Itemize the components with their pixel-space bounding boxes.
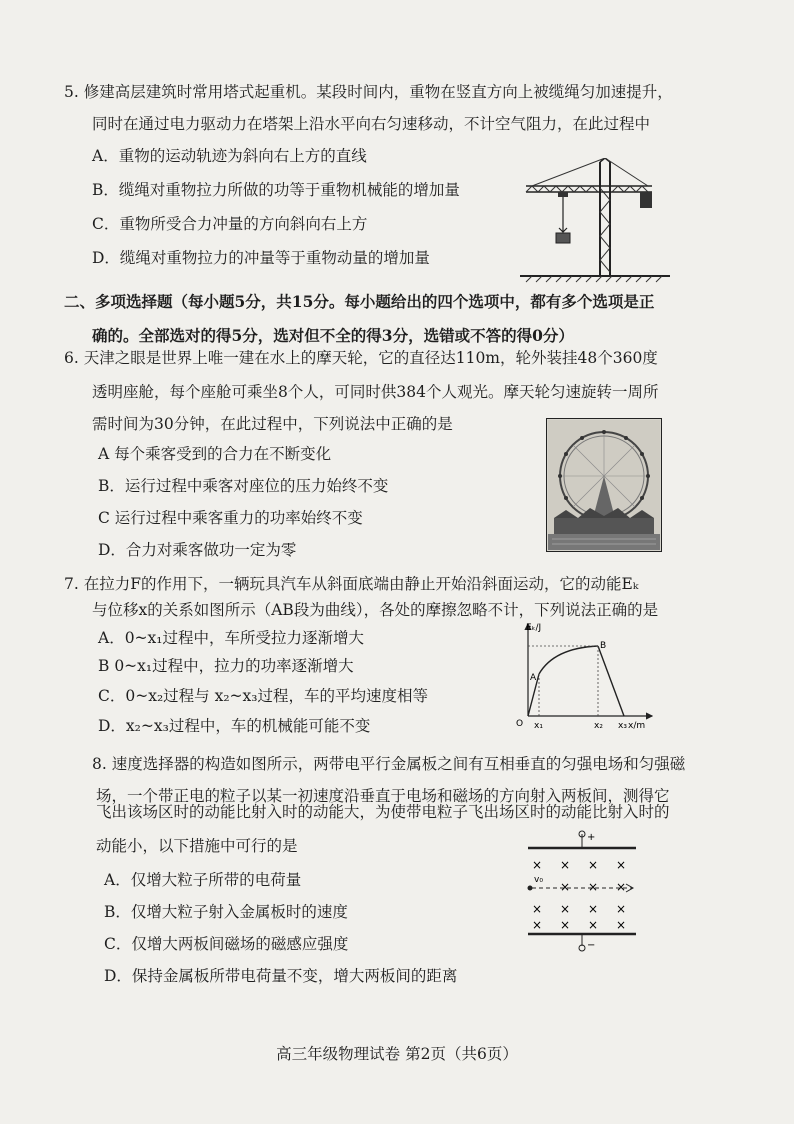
q8-stem-line2: 场，一个带正电的粒子以某一初速度沿垂直于电场和磁场的方向射入两板间，测得它 bbox=[96, 787, 670, 805]
kinetic-energy-graph bbox=[506, 618, 658, 730]
q5-option-a: A．重物的运动轨迹为斜向右上方的直线 bbox=[92, 147, 367, 165]
b-field-cross: × bbox=[616, 880, 627, 894]
b-field-cross: × bbox=[616, 858, 627, 872]
q6-option-b: B．运行过程中乘客对座位的压力始终不变 bbox=[98, 477, 389, 495]
q8-option-d: D．保持金属板所带电荷量不变，增大两板间的距离 bbox=[104, 967, 458, 985]
b-field-cross: × bbox=[560, 880, 571, 894]
minus-terminal-label: − bbox=[587, 940, 596, 951]
q8-option-b: B．仅增大粒子射入金属板时的速度 bbox=[104, 903, 348, 921]
q8-option-c: C．仅增大两板间磁场的磁感应强度 bbox=[104, 935, 349, 953]
graph-origin-label: O bbox=[516, 719, 524, 729]
b-field-cross: × bbox=[560, 858, 571, 872]
graph-x3-label: x₃ bbox=[618, 721, 627, 730]
graph-y-axis-label: Eₖ/J bbox=[526, 623, 542, 633]
q7-stem-line1: 7. 在拉力F的作用下，一辆玩具汽车从斜面底端由静止开始沿斜面运动，它的动能Eₖ bbox=[64, 575, 639, 593]
graph-x1-label: x₁ bbox=[534, 721, 543, 730]
b-field-cross: × bbox=[588, 858, 599, 872]
q8-stem-line4: 动能小，以下措施中可行的是 bbox=[96, 837, 298, 855]
b-field-cross: × bbox=[616, 918, 627, 932]
q8-stem-line1: 8. 速度选择器的构造如图所示，两带电平行金属板之间有互相垂直的匀强电场和匀强磁 bbox=[92, 755, 686, 773]
b-field-cross: × bbox=[588, 880, 599, 894]
q6-option-a: A 每个乘客受到的合力在不断变化 bbox=[98, 445, 332, 463]
tower-crane-figure bbox=[512, 158, 672, 284]
b-field-cross: × bbox=[588, 918, 599, 932]
q6-stem-line1: 6. 天津之眼是世界上唯一建在水上的摩天轮，它的直径达110m，轮外装挂48个360度 bbox=[64, 349, 658, 367]
velocity-selector-figure bbox=[520, 828, 644, 952]
b-field-cross: × bbox=[532, 918, 543, 932]
v0-label: v₀ bbox=[534, 875, 543, 885]
b-field-cross: × bbox=[588, 902, 599, 916]
graph-point-a-label: A bbox=[530, 673, 537, 683]
q6-stem-line3: 需时间为30分钟，在此过程中，下列说法中正确的是 bbox=[92, 415, 453, 433]
q8-option-a: A．仅增大粒子所带的电荷量 bbox=[104, 871, 302, 889]
section2-heading-line1: 二、多项选择题（每小题5分，共15分。每小题给出的四个选项中，都有多个选项是正 bbox=[64, 292, 655, 311]
q5-option-b: B．缆绳对重物拉力所做的功等于重物机械能的增加量 bbox=[92, 181, 460, 199]
q5-option-d: D．缆绳对重物拉力的冲量等于重物动量的增加量 bbox=[92, 249, 430, 267]
graph-point-b-label: B bbox=[600, 641, 607, 651]
graph-curve-a-b bbox=[539, 646, 598, 674]
q8-stem-line3: 飞出该场区时的动能比射入时的动能大，为使带电粒子飞出场区时的动能比射入时的 bbox=[96, 803, 670, 821]
q7-option-d: D．x₂~x₃过程中，车的机械能可能不变 bbox=[98, 717, 371, 735]
q5-stem-line2: 同时在通过电力驱动力在塔架上沿水平向右匀速移动，不计空气阻力，在此过程中 bbox=[92, 115, 651, 133]
b-field-cross: × bbox=[616, 902, 627, 916]
graph-line-b-x3 bbox=[598, 646, 624, 716]
q5-option-c: C．重物所受合力冲量的方向斜向右上方 bbox=[92, 215, 368, 233]
particle bbox=[528, 886, 533, 891]
b-field-cross: × bbox=[532, 858, 543, 872]
q6-option-d: D．合力对乘客做功一定为零 bbox=[98, 541, 297, 559]
q7-option-b: B 0~x₁过程中，拉力的功率逐渐增大 bbox=[98, 657, 354, 675]
page-footer: 高三年级物理试卷 第2页（共6页） bbox=[276, 1045, 518, 1063]
plus-terminal-label: + bbox=[587, 832, 596, 843]
q7-option-c: C．0~x₂过程与 x₂~x₃过程，车的平均速度相等 bbox=[98, 687, 428, 705]
b-field-cross: × bbox=[560, 902, 571, 916]
q7-option-a: A．0~x₁过程中，车所受拉力逐渐增大 bbox=[98, 629, 364, 647]
q7-stem-line2: 与位移x的关系如图所示（AB段为曲线），各处的摩擦忽略不计，下列说法正确的是 bbox=[92, 601, 659, 619]
graph-x2-label: x₂ bbox=[594, 721, 603, 730]
b-field-cross: × bbox=[532, 902, 543, 916]
section2-heading-line2: 确的。全部选对的得5分，选对但不全的得3分，选错或不答的得0分） bbox=[92, 326, 574, 345]
q5-stem-line1: 5. 修建高层建筑时常用塔式起重机。某段时间内，重物在竖直方向上被缆绳匀加速提升， bbox=[64, 83, 673, 101]
graph-x-axis-label: x/m bbox=[628, 721, 646, 730]
ferris-wheel-photo bbox=[546, 418, 662, 552]
q6-stem-line2: 透明座舱，每个座舱可乘坐8个人，可同时供384个人观光。摩天轮匀速旋转一周所 bbox=[92, 383, 659, 401]
q6-option-c: C 运行过程中乘客重力的功率始终不变 bbox=[98, 509, 363, 527]
b-field-cross: × bbox=[560, 918, 571, 932]
